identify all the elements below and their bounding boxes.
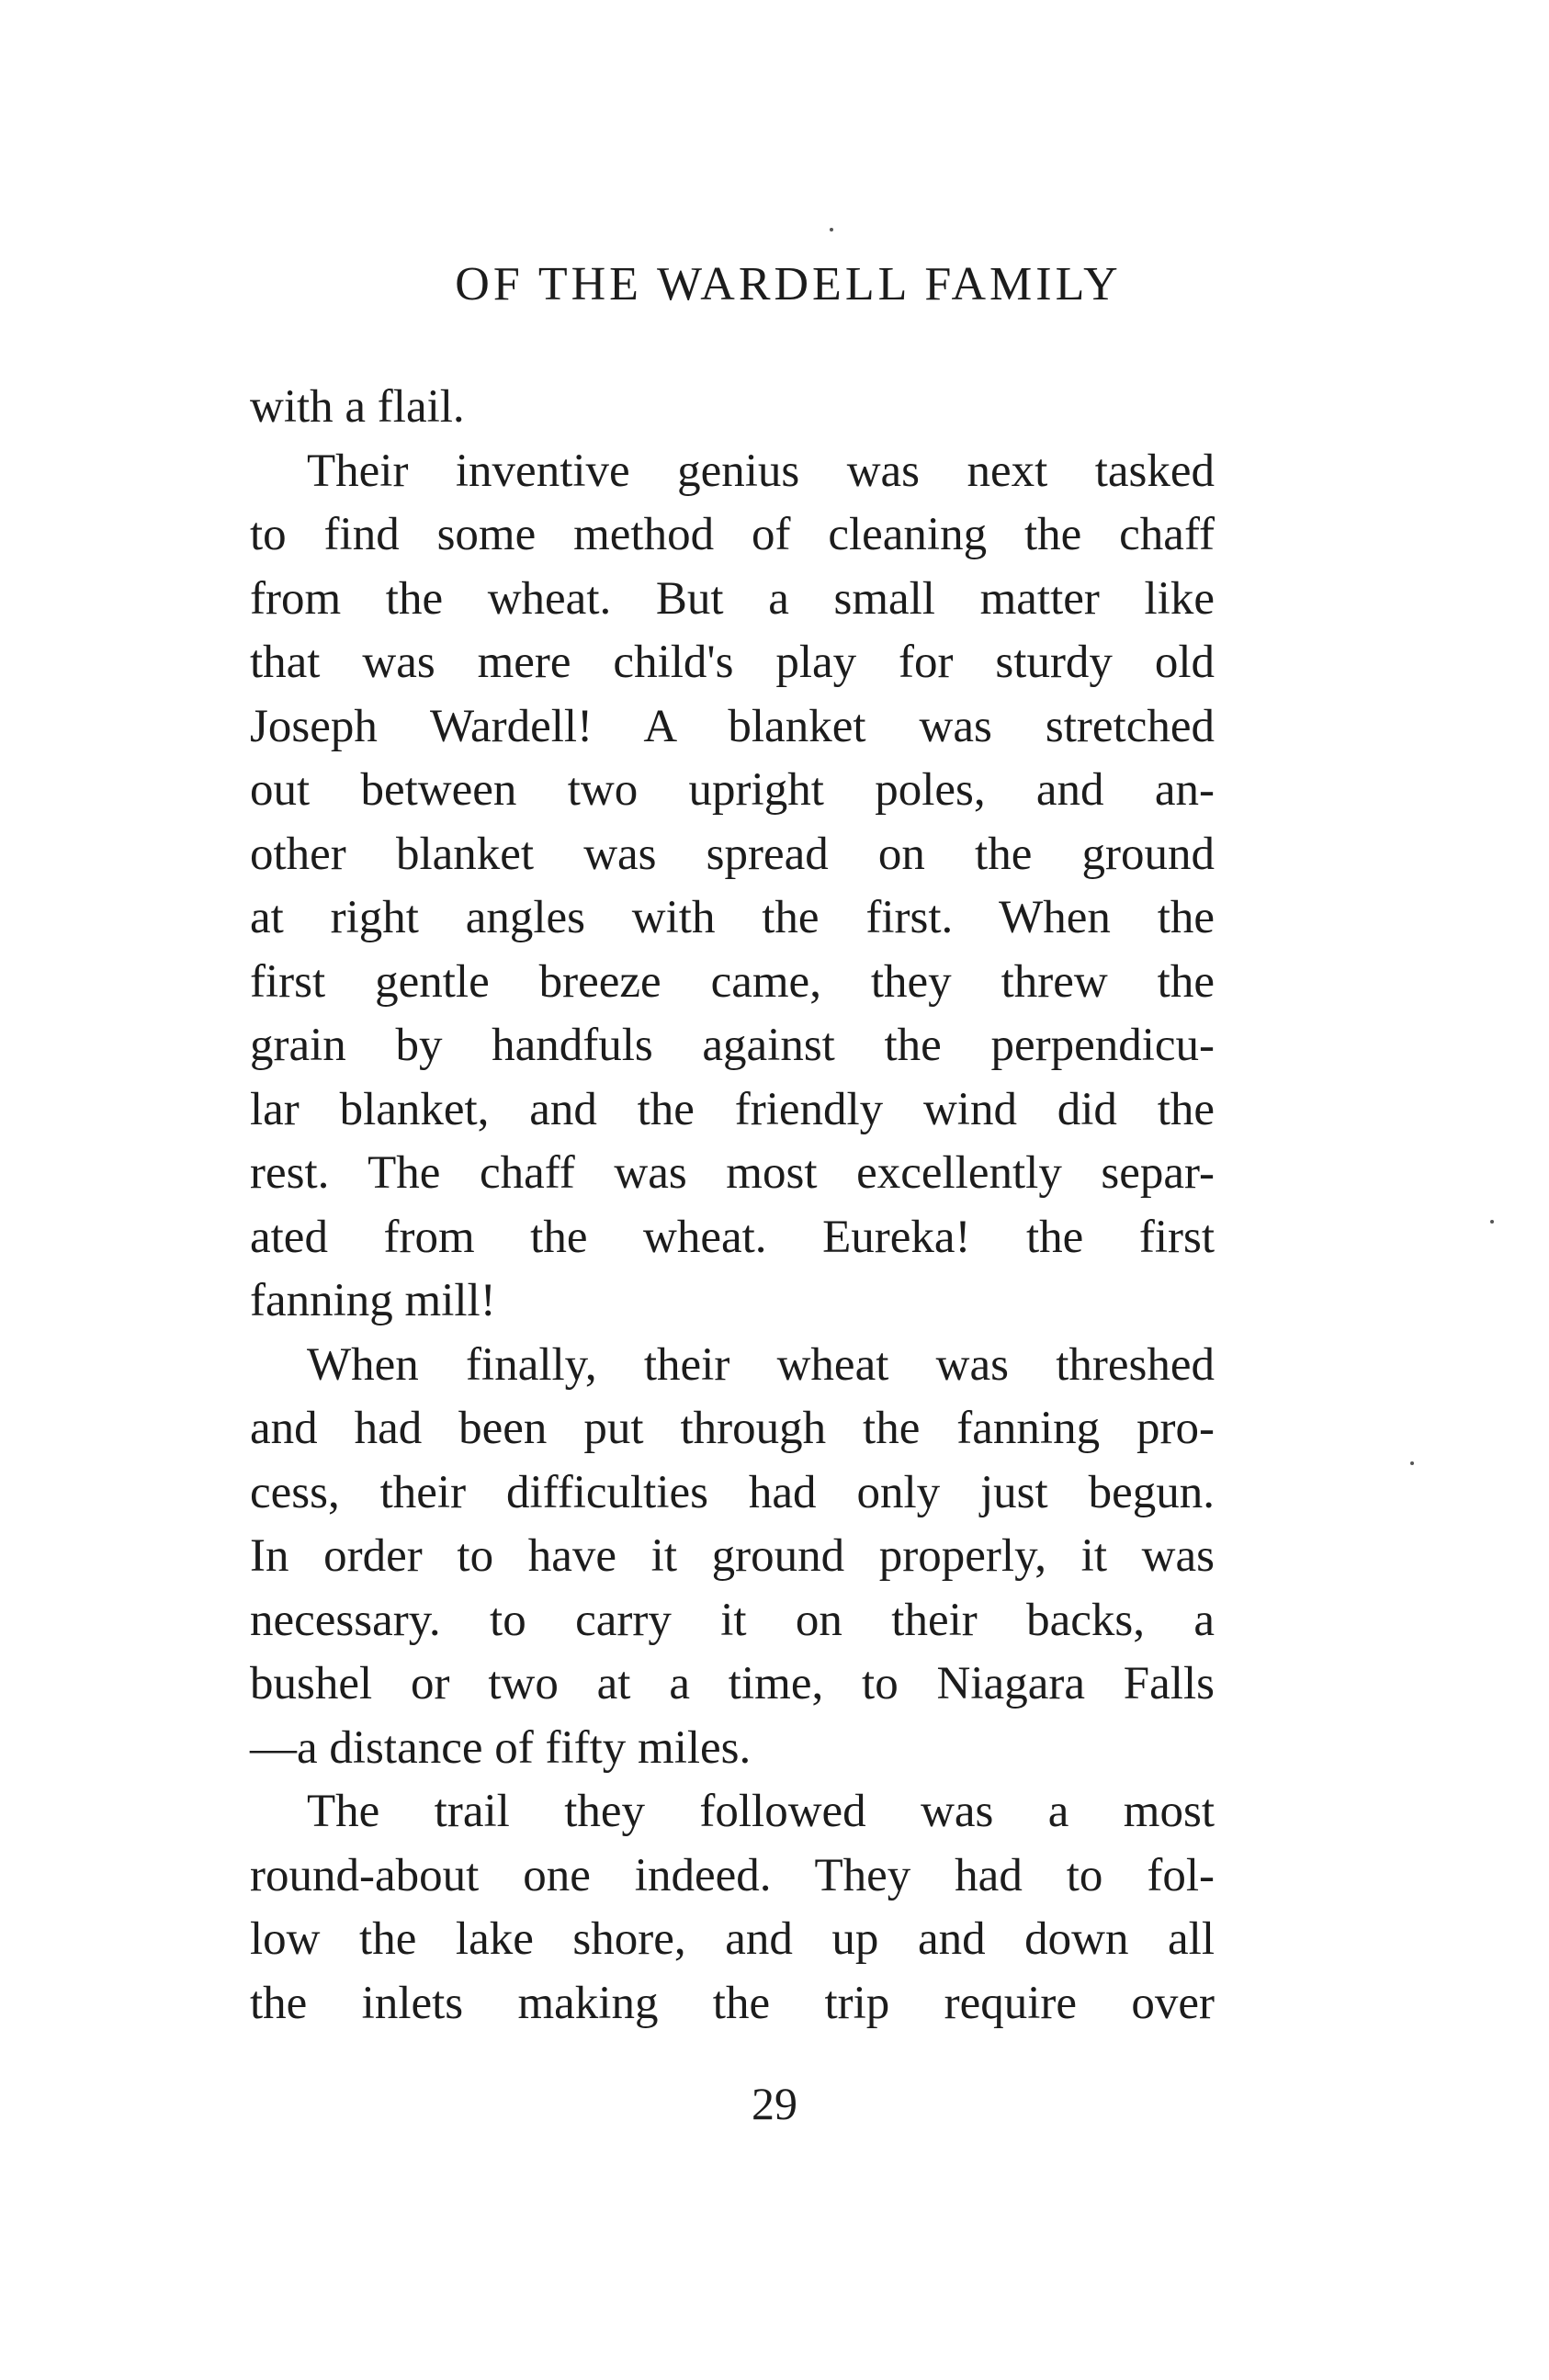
text-line: first gentle breeze came, they threw the [250,955,1215,1008]
scan-speck [1410,1461,1414,1465]
scan-speck [830,228,833,231]
text-line: necessary. to carry it on their backs, a [250,1594,1215,1646]
text-line: round-about one indeed. They had to fol- [250,1849,1215,1901]
text-line: cess, their difficulties had only just begun. [250,1466,1215,1518]
text-line: other blanket was spread on the ground [250,828,1215,880]
text-line: Joseph Wardell! A blanket was stretched [250,700,1215,752]
text-line: rest. The chaff was most excellently separ- [250,1147,1215,1199]
text-line: When finally, their wheat was threshed [307,1338,1215,1391]
text-line: fanning mill! [250,1275,496,1326]
text-line: with a flail. [250,381,465,433]
text-line: grain by handfuls against the perpendicu- [250,1020,1215,1071]
text-line: from the wheat. But a small matter like [250,572,1215,625]
text-line: The trail they followed was a most [307,1786,1215,1837]
text-line: bushel or two at a time, to Niagara Falls [250,1658,1215,1709]
text-line: that was mere child's play for sturdy old [250,637,1215,688]
text-line: Their inventive genius was next tasked [307,445,1215,497]
text-line: —a distance of fifty miles. [250,1721,752,1774]
text-line: at right angles with the first. When the [250,892,1215,943]
scan-speck [1490,1220,1494,1224]
text-line: out between two upright poles, and an- [250,764,1215,816]
page-number: 29 [752,2078,797,2129]
text-line: ated from the wheat. Eureka! the first [250,1211,1215,1263]
text-line: to find some method of cleaning the chaff [250,509,1215,560]
running-head: OF THE WARDELL FAMILY [455,258,1122,310]
body-text [250,376,1215,2036]
text-line: In order to have it ground properly, it was [250,1530,1215,1582]
text-line: and had been put through the fanning pro- [250,1403,1215,1454]
text-line: the inlets making the trip require over [250,1977,1215,2029]
text-line: lar blanket, and the friendly wind did the [250,1083,1215,1135]
text-line: low the lake shore, and up and down all [250,1913,1215,1965]
